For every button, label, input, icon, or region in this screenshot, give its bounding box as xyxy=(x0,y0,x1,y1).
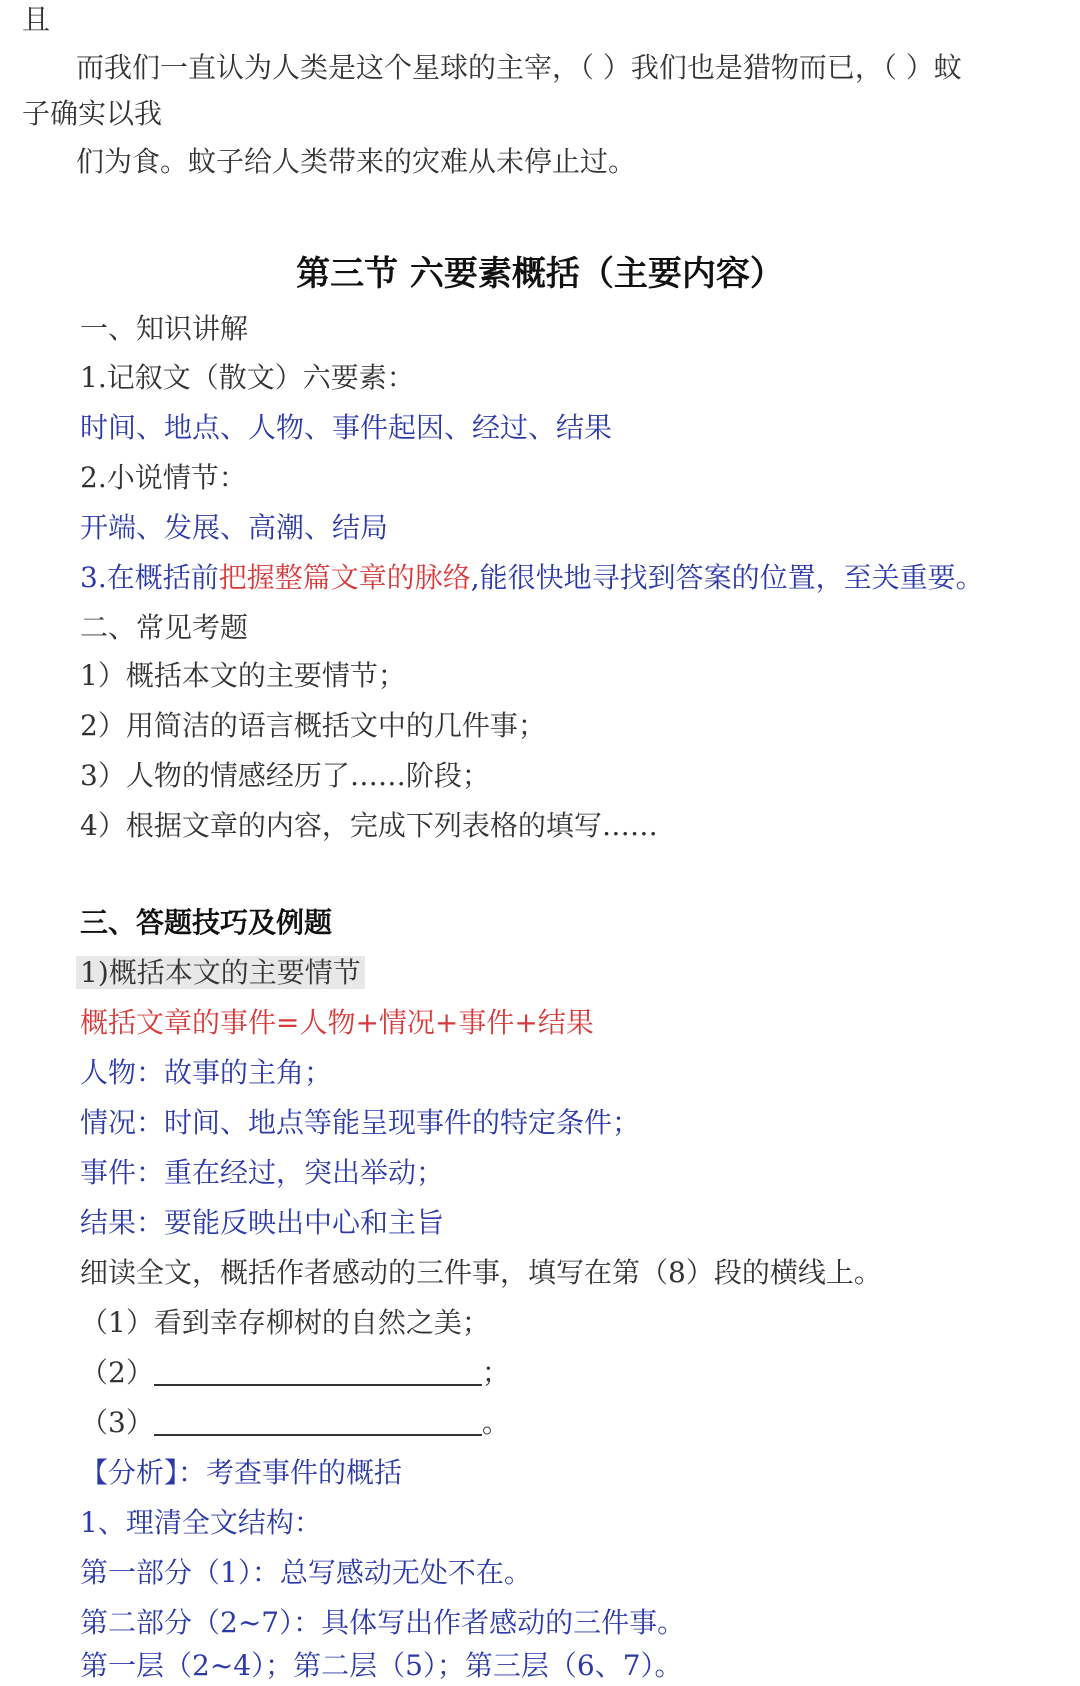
structure-heading: 1、理清全文结构： xyxy=(80,1506,322,1539)
skills-sub-heading xyxy=(76,953,365,993)
skills-heading: 三、答题技巧及例题 xyxy=(80,906,333,939)
answer-1: （1）看到幸存柳树的自然之美； xyxy=(80,1306,490,1339)
question-text: 细读全文，概括作者感动的三件事，填写在第（8）段的横线上。 xyxy=(80,1256,882,1289)
knowledge-item-3 xyxy=(80,558,984,598)
answer-2-end: ； xyxy=(481,1356,510,1389)
analysis xyxy=(80,1453,402,1493)
intro-line-2: 子确实以我 xyxy=(22,97,163,130)
knowledge-item-3-c: ,能很快地寻找到答案的位置，至关重要。 xyxy=(470,561,984,594)
common-item-1: 1）概括本文的主要情节； xyxy=(80,659,406,692)
common-heading: 二、常见考题 xyxy=(80,611,249,644)
section-title: 第三节 六要素概括（主要内容） xyxy=(296,254,784,294)
knowledge-item-2-value: 开端、发展、高潮、结局 xyxy=(80,511,389,544)
answer-2-label: （2） xyxy=(80,1356,154,1389)
intro-line-0: 且 xyxy=(22,3,51,36)
answer-3-blank xyxy=(154,1404,482,1436)
structure-part-1: 第一部分（1）：总写感动无处不在。 xyxy=(80,1556,532,1589)
answer-3-label: （3） xyxy=(80,1406,154,1439)
knowledge-item-1-value: 时间、地点、人物、事件起因、经过、结果 xyxy=(80,411,613,444)
skills-def-event: 事件：重在经过，突出举动； xyxy=(80,1156,445,1189)
answer-3 xyxy=(80,1403,510,1443)
skills-formula: 概括文章的事件=人物+情况+事件+结果 xyxy=(80,1006,594,1039)
common-item-3: 3）人物的情感经历了……阶段； xyxy=(80,759,490,792)
common-item-2: 2）用简洁的语言概括文中的几件事； xyxy=(80,709,546,742)
intro-line-3: 们为食。蚊子给人类带来的灾难从未停止过。 xyxy=(76,145,637,178)
common-item-4: 4）根据文章的内容，完成下列表格的填写…… xyxy=(80,809,658,842)
knowledge-item-3-b: 把握整篇文章的脉络 xyxy=(218,561,471,594)
answer-2-blank xyxy=(154,1354,482,1386)
structure-layers: 第一层（2~4）；第二层（5）；第三层（6、7）。 xyxy=(80,1649,683,1682)
skills-def-result: 结果：要能反映出中心和主旨 xyxy=(80,1206,445,1239)
knowledge-item-3-a: 3.在概括前 xyxy=(80,561,219,594)
answer-2 xyxy=(80,1353,510,1393)
skills-def-person: 人物：故事的主角； xyxy=(80,1056,333,1089)
structure-part-2: 第二部分（2~7）：具体写出作者感动的三件事。 xyxy=(80,1606,686,1639)
intro-line-1: 而我们一直认为人类是这个星球的主宰，（ ）我们也是猎物而已，（ ）蚊 xyxy=(76,51,962,84)
answer-3-end: 。 xyxy=(481,1406,510,1439)
knowledge-item-2-label: 2.小说情节： xyxy=(80,461,247,494)
skills-sub-heading-text: 1)概括本文的主要情节 xyxy=(76,956,365,989)
knowledge-item-1-label: 1.记叙文（散文）六要素： xyxy=(80,361,415,394)
analysis-text: ：考查事件的概括 xyxy=(178,1456,403,1489)
knowledge-heading: 一、知识讲解 xyxy=(80,312,249,345)
skills-def-situation: 情况：时间、地点等能呈现事件的特定条件； xyxy=(80,1106,641,1139)
analysis-label: 【分析】 xyxy=(80,1456,179,1489)
